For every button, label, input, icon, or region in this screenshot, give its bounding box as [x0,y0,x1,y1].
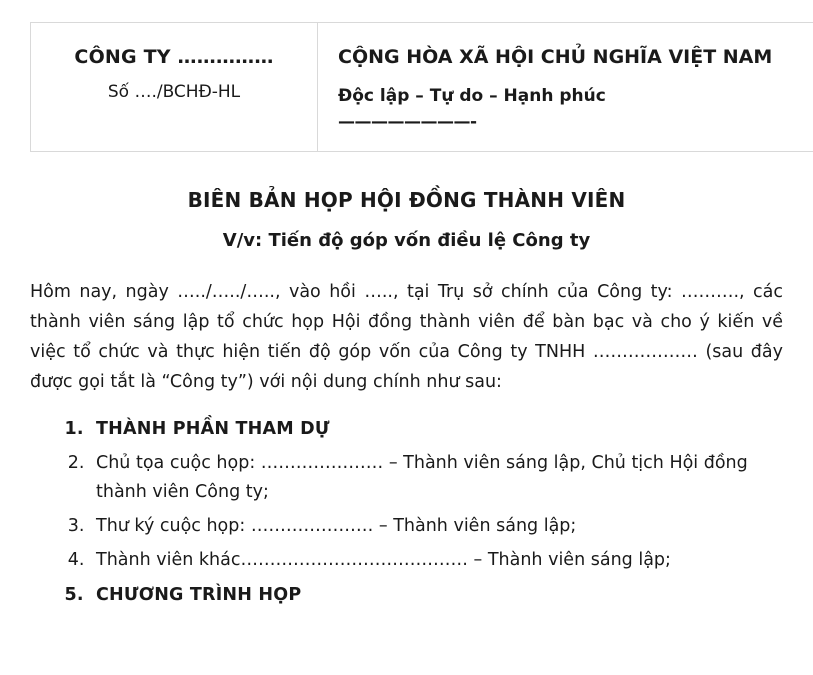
page-title: BIÊN BẢN HỌP HỘI ĐỒNG THÀNH VIÊN [187,187,626,212]
list-item-label: Chủ tọa cuộc họp: ………………… – Thành viên sáng lập, Chủ tịch Hội đồng thành viên Công ty; [96,453,748,502]
header-row [31,23,813,152]
content-list [28,415,785,609]
list-item-label: CHƯƠNG TRÌNH HỌP [96,584,302,605]
header-nation-cell [318,23,813,152]
list-item [90,581,785,609]
intro-paragraph: Hôm nay, ngày …../…../….., vào hồi ….., tại Trụ sở chính của Công ty: ………., các thành viên sáng lập tổ chức họp Hội đồng thành viên để bàn bạc và cho ý kiến về việc tổ chức và thực hiện tiến độ góp vốn của Công ty TNHH ……………… (sau đây được gọi tắt là “Công ty”) với nội dung chính như sau: [30,281,783,392]
list-item [90,415,785,443]
national-motto: Độc lập – Tự do – Hạnh phúc [338,85,606,106]
motto-underline: ————————- [338,111,477,132]
header-table [30,22,813,152]
header-company-cell [31,23,318,152]
national-heading: CỘNG HÒA XÃ HỘI CHỦ NGHĨA VIỆT NAM [338,46,773,68]
list-item [90,546,785,574]
list-item-label: Thư ký cuộc họp: ………………… – Thành viên sáng lập; [96,515,577,536]
list-item [90,512,785,540]
list-item-label: Thành viên khác………………………………… – Thành viên sáng lập; [96,550,671,571]
page-subtitle: V/v: Tiến độ góp vốn điều lệ Công ty [222,229,591,251]
company-name: CÔNG TY …………… [74,46,274,68]
list-item-label: THÀNH PHẦN THAM DỰ [96,418,330,439]
document-number: Số …./BCHĐ-HL [107,81,241,102]
list-item [90,449,785,506]
